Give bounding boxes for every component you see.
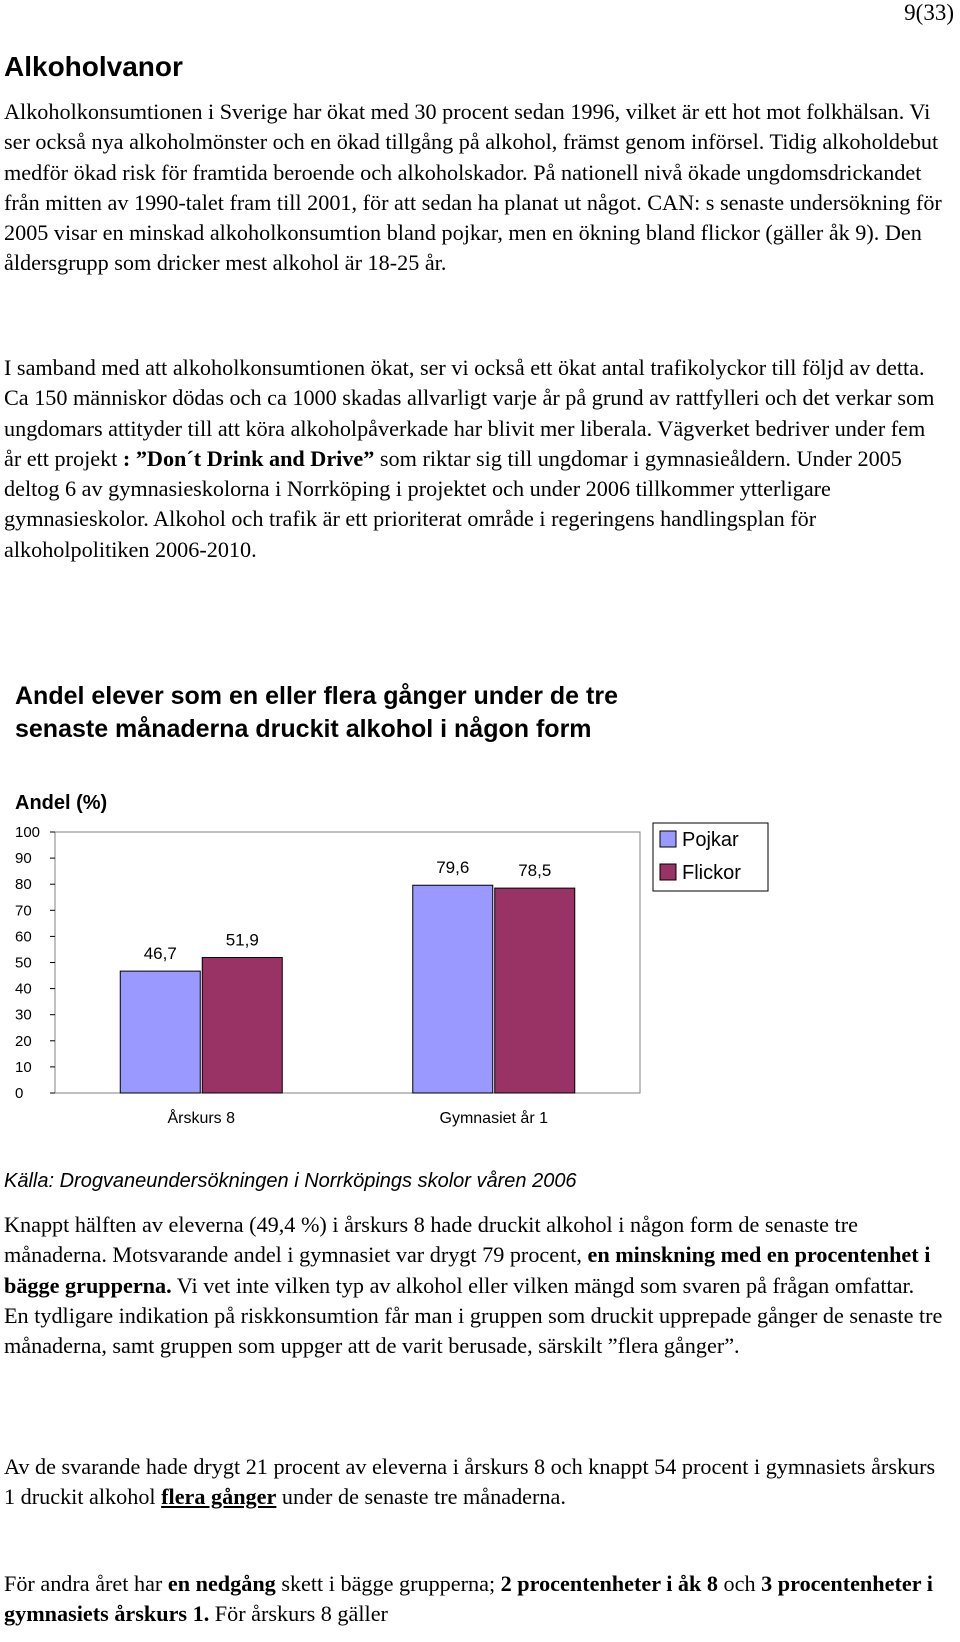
bar-chart	[0, 820, 960, 1150]
paragraph-results	[4, 1210, 944, 1361]
paragraph-repeated-text: Av de svarande hade drygt 21 procent av eleverna i årskurs 8 och knappt 54 procent i gymnasiets årskurs 1 druckit alkohol	[4, 1454, 936, 1510]
y-tick-label: 90	[15, 850, 32, 868]
data-label: 51,9	[225, 930, 259, 950]
x-category-label: Årskurs 8	[167, 1110, 236, 1127]
paragraph-intro-text: Alkoholkonsumtionen i Sverige har ökat med 30 procent sedan 1996, vilket är ett hot mot folkhälsan. Vi ser också nya alkoholmönster och en ökad tillgång på alkohol, främst genom införsel. Tidig alkoholdebut medför ökad risk för framtida beroende och alkoholskador. På nationell nivå ökade ungdomsdrickandet från mitten av 1990-talet fram till 2001, för att sedan ha planat ut något. CAN: s senaste undersökning för 2005 visar en minskad alkoholkonsumtion bland pojkar, men en ökning bland flickor (gäller åk 9). Den åldersgrupp som dricker mest alkohol är 18-25 år.	[4, 99, 942, 276]
chart-y-axis-label: Andel (%)	[15, 792, 108, 814]
project-name: : ”Don´t Drink and Drive”	[122, 445, 375, 471]
y-tick-label: 10	[15, 1058, 32, 1076]
bar-flickor	[202, 958, 282, 1093]
data-label: 79,6	[436, 858, 470, 878]
paragraph-decline-bold-d: 2 procentenheter i åk 8	[500, 1571, 718, 1596]
paragraph-repeated-emphasis: flera gånger	[161, 1484, 277, 1510]
chart-title: Andel elever som en eller flera gånger under de tre senaste månaderna druckit alkohol i någon form	[15, 682, 618, 743]
paragraph-results-emphasis: en minskning med en procentenhet i bägge grupperna.	[4, 1242, 931, 1298]
section-title: Alkoholvanor	[4, 51, 183, 82]
legend-label-flickor: Flickor	[682, 862, 741, 884]
y-tick-label: 30	[15, 1006, 32, 1024]
y-tick-label: 80	[15, 876, 32, 894]
bar-pojkar	[120, 971, 200, 1093]
page-number: 9(33)	[904, 0, 954, 25]
paragraph-decline-text-c: skett i bägge grupperna;	[275, 1571, 501, 1596]
paragraph-intro	[4, 97, 944, 279]
paragraph-decline-bold-b: en nedgång	[167, 1571, 276, 1596]
x-category-label: Gymnasiet år 1	[439, 1110, 548, 1127]
y-tick-label: 50	[15, 954, 32, 972]
paragraph-repeated-text-end: under de senaste tre månaderna.	[276, 1484, 566, 1510]
data-label: 78,5	[518, 861, 552, 881]
paragraph-results-text-end: Vi vet inte vilken typ av alkohol eller vilken mängd som svaren på frågan omfattar. En tydligare indikation på riskkonsumtion får man i gruppen som druckit upprepade gånger de senaste tre månaderna, samt gruppen som uppger att de varit berusade, särskilt ”flera gånger”.	[4, 1272, 943, 1359]
paragraph-results-text: Knappt hälften av eleverna (49,4 %) i årskurs 8 hade druckit alkohol i någon form de senaste tre månaderna. Motsvarande andel i gymnasiet var drygt 79 procent,	[4, 1212, 858, 1268]
paragraph-decline-text-g: För årskurs 8 gäller	[209, 1601, 388, 1627]
legend-swatch-flickor	[660, 864, 676, 880]
legend-label-pojkar: Pojkar	[682, 829, 739, 851]
y-tick-label: 20	[15, 1032, 32, 1050]
paragraph-decline-text-a: För andra året har	[4, 1571, 168, 1596]
legend-swatch-pojkar	[660, 831, 676, 847]
y-tick-label: 100	[15, 824, 41, 841]
bar-flickor	[495, 888, 575, 1093]
y-tick-label: 70	[15, 902, 32, 920]
paragraph-traffic	[4, 353, 944, 565]
paragraph-traffic-text-end: som riktar sig till ungdomar i gymnasieåldern. Under 2005 deltog 6 av gymnasieskolorna i Norrköping i projektet och under 2006 tillkommer ytterligare gymnasieskolor. Alkohol och trafik är ett prioriterat område i regeringens handlingsplan för alkoholpolitiken 2006-2010.	[4, 445, 902, 562]
paragraph-decline	[4, 1569, 944, 1630]
y-tick-label: 40	[15, 980, 32, 998]
paragraph-repeated	[4, 1452, 944, 1513]
y-tick-label: 60	[15, 928, 32, 946]
paragraph-decline-text-e: och	[718, 1571, 762, 1596]
paragraph-traffic-text: I samband med att alkoholkonsumtionen ökat, ser vi också ett ökat antal trafikolyckor till följd av detta. Ca 150 människor dödas och ca 1000 skadas allvarligt varje år på grund av rattfylleri och det verkar som ungdomars attityder till att köra alkoholpåverkade har blivit mer liberala. Vägverket bedriver under fem år ett projekt	[4, 355, 935, 471]
paragraph-decline-bold-f: 3 procentenheter i gymnasiets årskurs 1.	[4, 1571, 933, 1627]
bar-pojkar	[413, 885, 493, 1093]
data-label: 46,7	[143, 944, 177, 964]
source-note: Källa: Drogvaneundersökningen i Norrköpings skolor våren 2006	[4, 1170, 577, 1192]
y-tick-label: 0	[15, 1085, 24, 1102]
